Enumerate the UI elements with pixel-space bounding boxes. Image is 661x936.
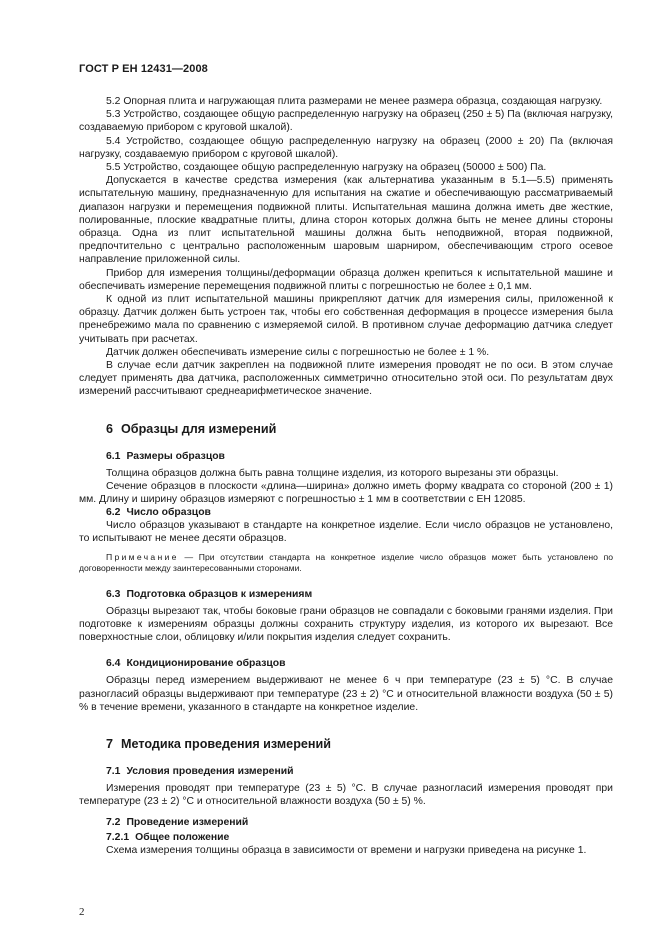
subsection-title: Размеры образцов [126,450,225,462]
subsection-heading-6-4 [106,657,613,670]
document-body [79,95,613,858]
subsection-title: Число образцов [126,507,211,519]
document-header: ГОСТ Р ЕН 12431—2008 [79,63,208,75]
subsection-heading-7-1 [106,765,613,778]
subsection-heading-6-1 [106,450,613,463]
subsection-heading-6-2 [106,506,613,519]
section-heading-7 [106,736,613,752]
section-title: Методика проведения измерений [121,736,331,751]
subsection-title: Подготовка образцов к измерениям [126,588,313,600]
subsection-title: Кондиционирование образцов [126,658,286,670]
paragraph-scheme: Схема измерения толщины образца в зависимости от времени и нагрузки приведена на рисунке 1. [106,845,587,857]
subsection-number: 6.1 [106,450,121,462]
paragraph-sensor-accuracy: Датчик должен обеспечивать измерение силы с погрешностью не более ± 1 %. [106,346,490,358]
subsection-heading-6-3 [106,588,613,601]
note [79,552,613,575]
paragraph-section-shape: Сечение образцов в плоскости «длина—ширина» должно иметь форму квадрата со стороной (200 ± 1) мм. Длину и ширину образцов измеряют с погрешностью ± 1 мм в соответствии с ЕН 12085. [79,480,613,506]
subsection-number: 7.2 [106,817,121,829]
paragraph-5-3: 5.3 Устройство, создающее общую распределенную нагрузку на образец (250 ± 5) Па (включая нагрузку, создаваемую прибором с круговой шкалой). [79,109,613,134]
paragraph-sample-cutting: Образцы вырезают так, чтобы боковые грани образцов не совпадали с боковыми гранями изделия. При подготовке к измерениям образцы должны сохранить структуру изделия, из которого их вырезают. Все поверхностные слои, облицовку и/или покрытия изделия следует сохранить. [79,605,613,644]
page-number: 2 [79,906,85,918]
paragraph-force-sensor: К одной из плит испытательной машины прикрепляют датчик для измерения силы, приложенной к образцу. Датчик должен быть устроен так, чтобы его собственная деформация в процессе измерения была пренебрежимо мала по сравнению с измеряемой силой. В противном случае деформацию датчика следует учитывать при расчетах. [79,294,613,345]
note-label: Примечание [106,551,179,562]
paragraph-5-2: 5.2 Опорная плита и нагружающая плита размерами не менее размера образца, создающая нагрузку. [106,96,603,107]
subsection-number: 7.2.1 [106,832,130,844]
paragraph-conditioning: Образцы перед измерением выдерживают не менее 6 ч при температуре (23 ± 5) °С. В случае разногласий образцы выдерживают при температуре (23 ± 2) °С и относительной влажности воздуха (50 ± 5) % в течение времени, указанного в стандарте на конкретное изделие. [79,675,613,713]
section-number: 7 [106,736,114,751]
note-text: — При отсутствии стандарта на конкретное изделие число образцов может быть установлено по договоренности между заинтересованными сторонами. [79,551,613,574]
paragraph-measurement-conditions: Измерения проводят при температуре (23 ± 5) °С. В случае разногласий измерения проводят при температуре (23 ± 2) °С и относительной влажности воздуха (50 ± 5) %. [79,782,613,808]
subsection-number: 6.3 [106,588,121,600]
subsection-title: Общее положение [135,832,230,844]
subsection-title: Проведение измерений [126,817,249,829]
section-title: Образцы для измерений [121,421,277,436]
paragraph-sample-count: Число образцов указывают в стандарте на конкретное изделие. Если число образцов не установлено, то испытывают не менее десяти образцов. [79,520,613,545]
subsection-title: Условия проведения измерений [126,765,294,777]
section-number: 6 [106,421,114,436]
paragraph-thickness: Толщина образцов должна быть равна толщине изделия, из которого вырезаны эти образцы. [106,467,559,479]
subsection-number: 6.2 [106,507,121,519]
subsection-heading-7-2 [106,816,613,829]
paragraph-thickness-device: Прибор для измерения толщины/деформации образца должен крепиться к испытательной машине и обеспечивать измерение перемещения подвижной плиты с погрешностью не более ± 0,1 мм. [79,267,613,292]
paragraph-two-sensors: В случае если датчик закреплен на подвижной плите измерения проводят не по оси. В этом случае следует применять два датчика, расположенных симметрично относительно этой оси. По результатам двух измерений рассчитывают среднеарифметическое значение. [79,360,613,398]
paragraph-test-machine: Допускается в качестве средства измерения (как альтернатива указанным в 5.1—5.5) применять испытательную машину, предназначенную для испытания на сжатие и обеспечивающую рассматриваемый диапазон нагрузки и перемещения подвижной плиты. Испытательная машина должна иметь две жесткие, полированные, плоские квадратные плиты, длина сторон которых должна быть не менее длины стороны образца. Одна из плит испытательной машины должна быть неподвижной, вторая подвижной, предпочтительно с центрально расположенным шаровым шарниром, обеспечивающим строго осевое направление приложенной силы. [79,175,613,266]
section-heading-6 [106,421,613,437]
subsection-number: 7.1 [106,765,121,777]
subsection-number: 6.4 [106,658,121,670]
subsection-heading-7-2-1 [106,831,613,844]
paragraph-5-5: 5.5 Устройство, создающее общую распределенную нагрузку на образец (50000 ± 500) Па. [106,162,547,174]
paragraph-5-4: 5.4 Устройство, создающее общую распределенную нагрузку на образец (2000 ± 20) Па (включая нагрузку, создаваемую прибором с круговой шкалой). [79,135,613,160]
